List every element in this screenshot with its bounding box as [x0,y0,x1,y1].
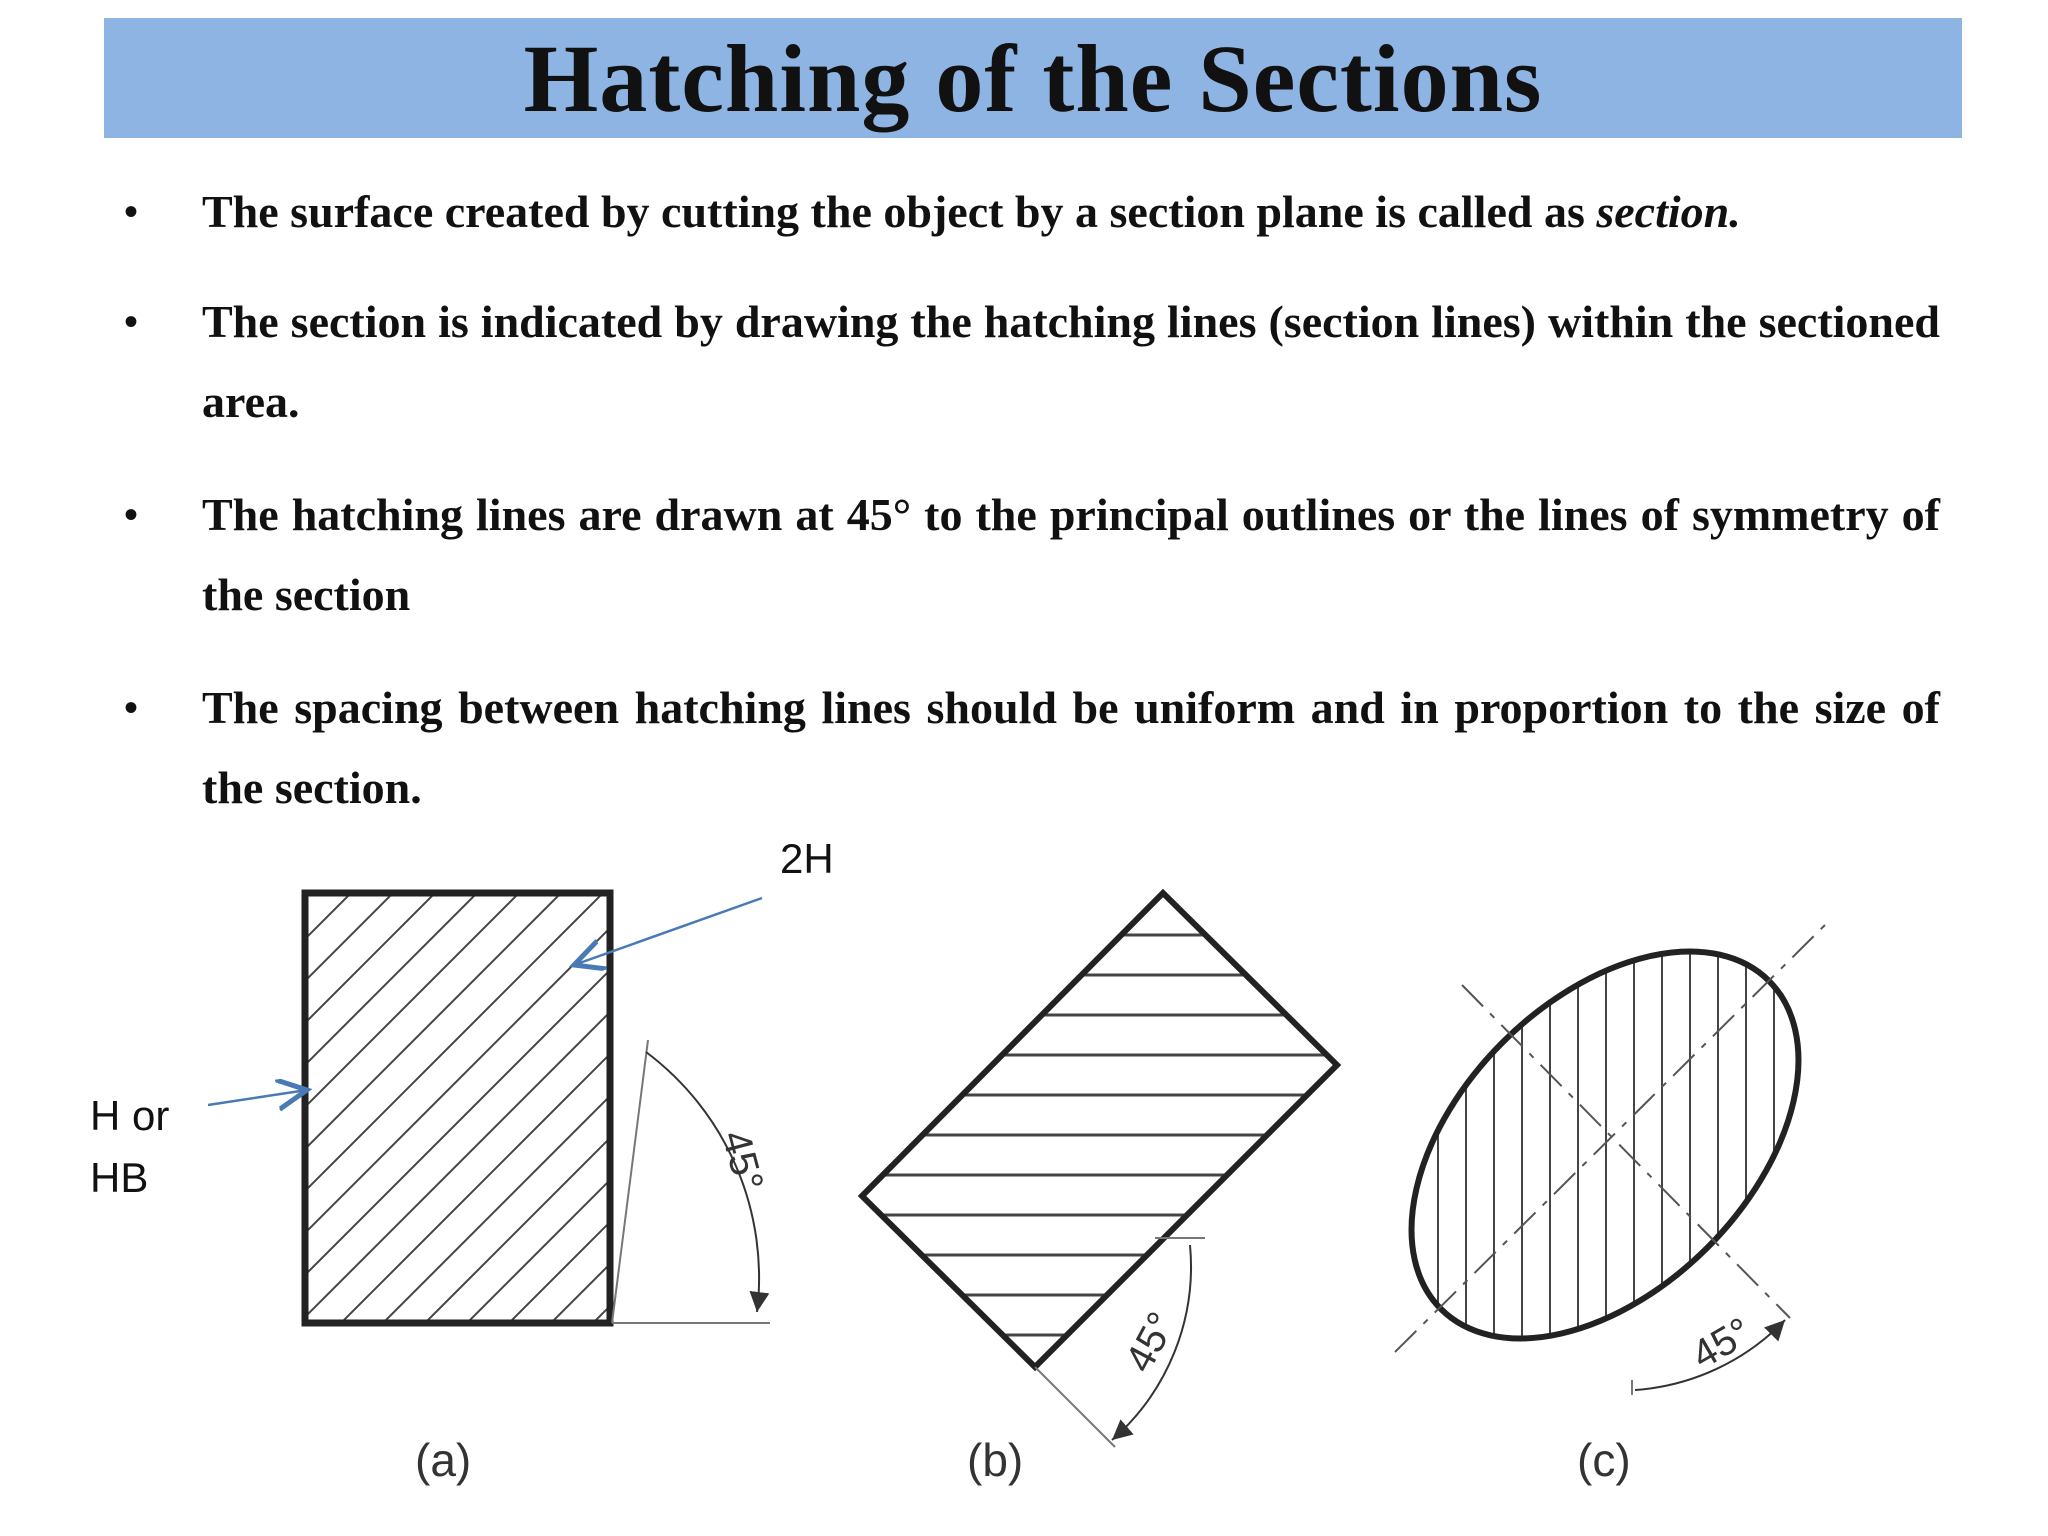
hatch-line [250,166,700,616]
page-title: Hatching of the Sections [523,24,1543,132]
figure-c-axis-minor [1462,985,1790,1318]
figure-c [1338,878,1871,1411]
hatch-line [250,1258,700,1536]
arrow-h-hb [208,1090,307,1105]
hatch-line [250,754,700,1204]
bullet-dot: • [124,189,139,234]
hatch-line [250,922,700,1372]
hatch-line [250,880,700,1330]
hatch-line [250,124,700,574]
hatch-line [250,460,700,910]
bullet-1-emphasis: section. [1596,186,1741,237]
hatch-line [250,82,700,532]
hatch-line [250,1300,700,1536]
hatch-line [250,376,700,826]
figure-c-angle-label: 45° [1684,1309,1759,1378]
hatch-line [250,418,700,868]
figure-a-outline [305,893,610,1323]
figure-b-label: (b) [967,1434,1024,1486]
hatch-line [250,502,700,952]
bullet-2-text: The section is indicated by drawing the hatching lines (section lines) within the sectioned area. [202,296,1940,427]
figure-a-angle-label: 45° [713,1125,772,1196]
hatch-line [250,796,700,1246]
hatch-line [250,544,700,994]
arrow-2h [574,898,762,965]
hatch-line [250,40,700,490]
figure-c-label: (c) [1577,1434,1631,1486]
hatch-line [250,334,700,784]
hatch-line [250,208,700,658]
figure-a-label: (a) [415,1434,472,1486]
hatch-line [250,1132,700,1536]
figure-b [840,893,1360,1447]
hatch-line [250,586,700,1036]
hatch-line [250,1216,700,1536]
figure-a [250,0,771,1536]
bullet-1-text: The surface created by cutting the object by a section plane is called as [202,186,1597,237]
bullet-3-text: The hatching lines are drawn at 45° to the principal outlines or the lines of symmetry of the section [202,489,1940,620]
hatch-line [250,292,700,742]
bullet-dot: • [124,685,139,730]
pencil-h-label-line1: H or [90,1092,170,1139]
hatch-line [250,964,700,1414]
hatch-line [250,0,700,448]
figure-b-angle-label: 45° [1117,1305,1185,1380]
bullet-dot: • [124,299,139,344]
hatch-line [250,1174,700,1536]
hatch-line [250,1048,700,1498]
pencil-h-label-line2: HB [90,1154,149,1201]
hatch-line [250,838,700,1288]
hatch-line [250,250,700,700]
hatch-line [250,1006,700,1456]
pencil-2h-label: 2H [780,835,834,882]
bullet-dot: • [124,492,139,537]
bullet-4-text: The spacing between hatching lines should be uniform and in proportion to the size of the section. [202,682,1940,813]
hatch-line [250,712,700,1162]
hatch-line [250,628,700,1078]
